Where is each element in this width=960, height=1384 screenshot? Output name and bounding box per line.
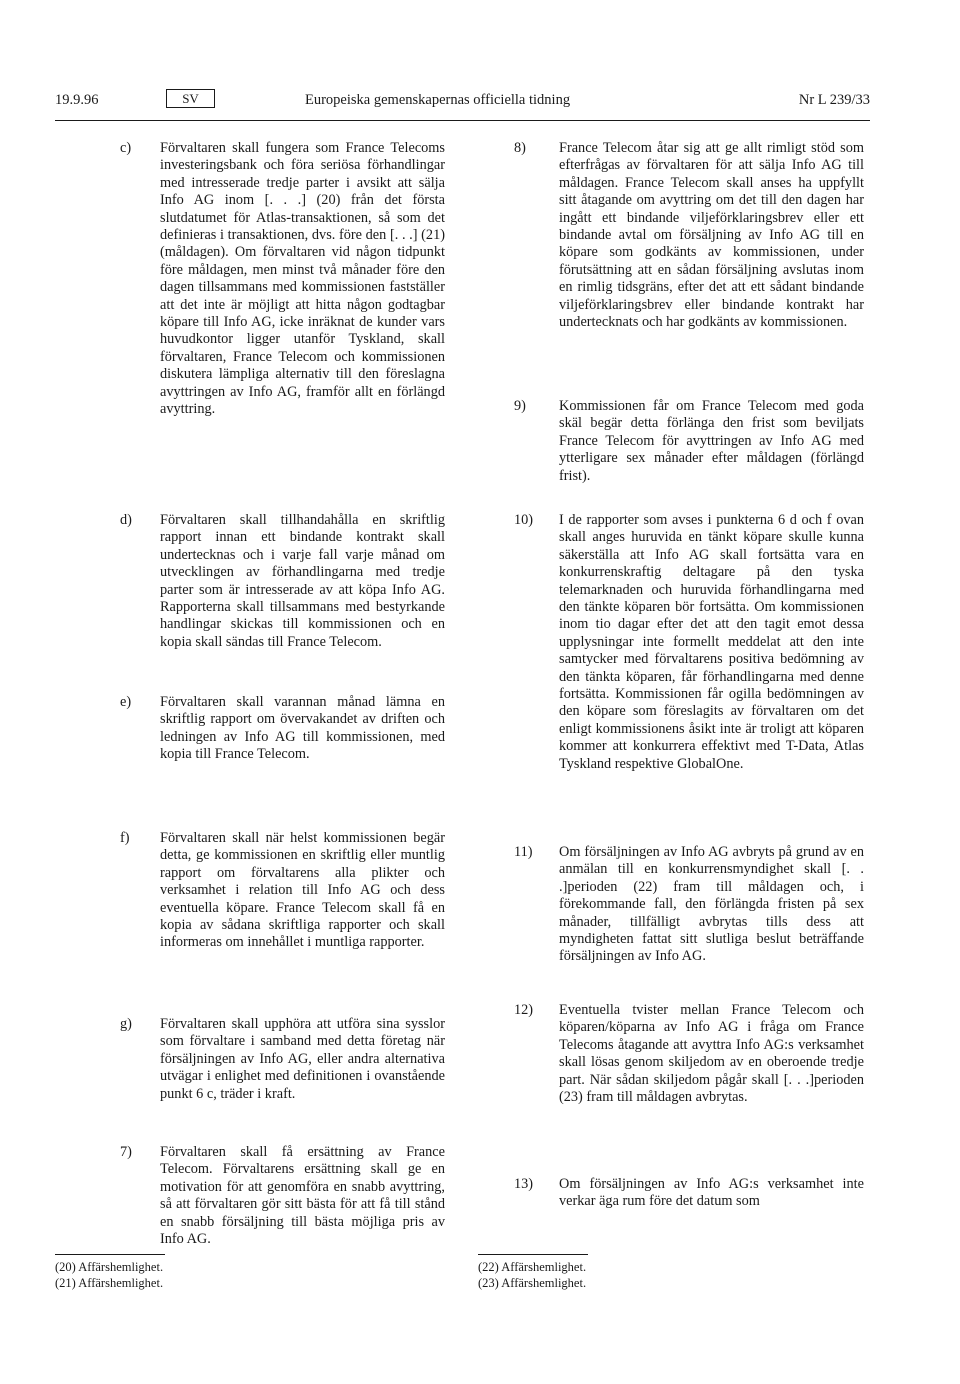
paragraph-text: France Telecom åtar sig att ge allt rimligt stöd som efterfrågas av förvaltaren för att sälja Info AG till måldagen. France Telecom skall anses ha uppfyllt sitt åtagande om avyttring om det till den dagen har ingått ett bindande viljeförklaringsbrev eller ett bindande avtal om försäljning av Info AG till en köpare som godkänts av kommissionen, under förutsättning att en sådan försäljning avslutas inom en rimlig tidsgräns, efter det att ett sådant bindande viljeförklaringsbrev eller bindande kontrakt har undertecknats och har godkänts av kommissionen. [559, 140, 864, 331]
paragraph-label: g) [120, 1016, 132, 1032]
paragraph-label: 8) [514, 140, 526, 156]
footnote: (23) Affärshemlighet. [478, 1276, 587, 1290]
paragraph-label: 12) [514, 1002, 534, 1018]
page-header [55, 92, 870, 114]
paragraph-label: c) [120, 140, 132, 156]
header-rule [55, 120, 870, 121]
page-reference: Nr L 239/33 [798, 92, 870, 108]
footnote: (21) Affärshemlighet. [55, 1276, 164, 1290]
paragraph-text: Förvaltaren skall varannan månad lämna en skriftlig rapport om övervakandet av driften och ledningen av Info AG till kommissionen, med kopia till France Telecom. [160, 694, 445, 763]
paragraph-label: d) [120, 512, 132, 528]
footnote-rule-left [55, 1254, 165, 1255]
paragraph-text: Förvaltaren skall fungera som France Telecoms investeringsbank och föra seriösa förhandlingar med intresserade tredje parter i avsikt att sälja Info AG inom [. . .] (20) från det första slutdatumet för Atlas-transaktionen, så som det definieras i transaktionen, dvs. före den [. . .] (21) (måldagen). Om förvaltaren vid någon tidpunkt före måldagen, men minst två månader före den dagen tillsammans med kommissionen fastställer att det inte är möjligt att hitta någon godtagbar köpare till Info AG, icke inräknat de kunder vars huvudkontor ligger utanför Tyskland, skall förvaltaren, France Telecom och kommissionen diskutera lämpliga alternativ till den föreslagna avyttringen av Info AG, framför allt en förlängd avyttring. [160, 140, 445, 418]
paragraph-text: Förvaltaren skall upphöra att utföra sina sysslor som förvaltare i samband med detta företag när försäljningen av Info AG, eller andra alternativa utvägar i enlighet med definitionen i ovanstående punkt 6 c, träder i kraft. [160, 1016, 445, 1102]
footnote-rule-right [478, 1254, 588, 1255]
paragraph-label: 7) [120, 1144, 132, 1160]
language-badge: SV [166, 89, 215, 108]
paragraph-label: 13) [514, 1176, 534, 1192]
paragraph-text: Förvaltaren skall få ersättning av France Telecom. Förvaltarens ersättning skall ge en motivation för att genomföra en snabb avyttring, så att förvaltaren gör sitt bästa för att få till stånd en snabb försäljning till bästa möjliga pris av Info AG. [160, 1144, 445, 1248]
paragraph-label: e) [120, 694, 132, 710]
footnote: (20) Affärshemlighet. [55, 1260, 164, 1274]
paragraph-label: 10) [514, 512, 534, 528]
paragraph-text: I de rapporter som avses i punkterna 6 d och f ovan skall anges huruvida en tänkt köpare skulle kunna säkerställa att Info AG skall fortsätta vara en konkurrenskraftig deltagare på den tyska telemarknaden och huruvida förhandlingarna med den tänkte köparen bör fortsätta. Om kommissionen inom tio dagar efter det att den tagit emot dessa upplysningar inte formellt meddelat att den inte samtycker med förvaltarens positiva bedömning av den tänkta köparen, får förhandlingarna med denne fortsätta. Kommissionen får ogilla bedömningen av den köpare som föreslagits av förvaltaren om det enligt kommissionens åsikt inte är troligt att köparen kommer att konkurrera effektivt med T-Data, Atlas Tyskland respektive GlobalOne. [559, 512, 864, 772]
paragraph-text: Om försäljningen av Info AG:s verksamhet inte verkar äga rum före det datum som [559, 1176, 864, 1210]
paragraph-text: Kommissionen får om France Telecom med goda skäl begär detta förlänga den frist som beviljats France Telecom för avyttringen av Info AG med ytterligare sex månader efter måldagen (förlängd frist). [559, 398, 864, 484]
paragraph-label: 11) [514, 844, 533, 860]
footnote: (22) Affärshemlighet. [478, 1260, 587, 1274]
paragraph-text: Eventuella tvister mellan France Telecom och köparen/köparna av Info AG i fråga om France Telecoms åtagande att avyttra Info AG:s verksamhet skall lösas genom skiljedom av en oberoende tredje part. När sådan skiljedom pågår skall [. . .]perioden (23) fram till måldagen avbrytas. [559, 1002, 864, 1106]
issue-date: 19.9.96 [55, 92, 99, 108]
paragraph-label: 9) [514, 398, 526, 414]
paragraph-text: Förvaltaren skall när helst kommissionen begär detta, ge kommissionen en skriftlig eller muntlig rapport om förvaltarens alla plikter och verksamhet i relation till Info AG och dess eventuella köpare. France Telecom skall få en kopia av sådana skriftliga rapporter och skall informeras om innehållet i muntliga rapporter. [160, 830, 445, 951]
paragraph-text: Förvaltaren skall tillhandahålla en skriftlig rapport innan ett bindande kontrakt skall undertecknas och i varje fall varje månad om utvecklingen av förhandlingarna med tredje parter som är intresserade av att köpa Info AG. Rapporterna skall tillsammans med bestyrkande handlingar skickas till kommissionen och en kopia skall sändas till France Telecom. [160, 512, 445, 650]
journal-title: Europeiska gemenskapernas officiella tidning [305, 92, 571, 108]
paragraph-text: Om försäljningen av Info AG avbryts på grund av en anmälan till en konkurrensmyndighet skall [. . .]perioden (22) fram till måldagen och, i förekommande fall, den förlängda fristen på sex månader, tillfälligt avbrytas tills dess att myndigheten fattat sitt slutliga beslut beträffande försäljningen av Info AG. [559, 844, 864, 965]
paragraph-label: f) [120, 830, 130, 846]
